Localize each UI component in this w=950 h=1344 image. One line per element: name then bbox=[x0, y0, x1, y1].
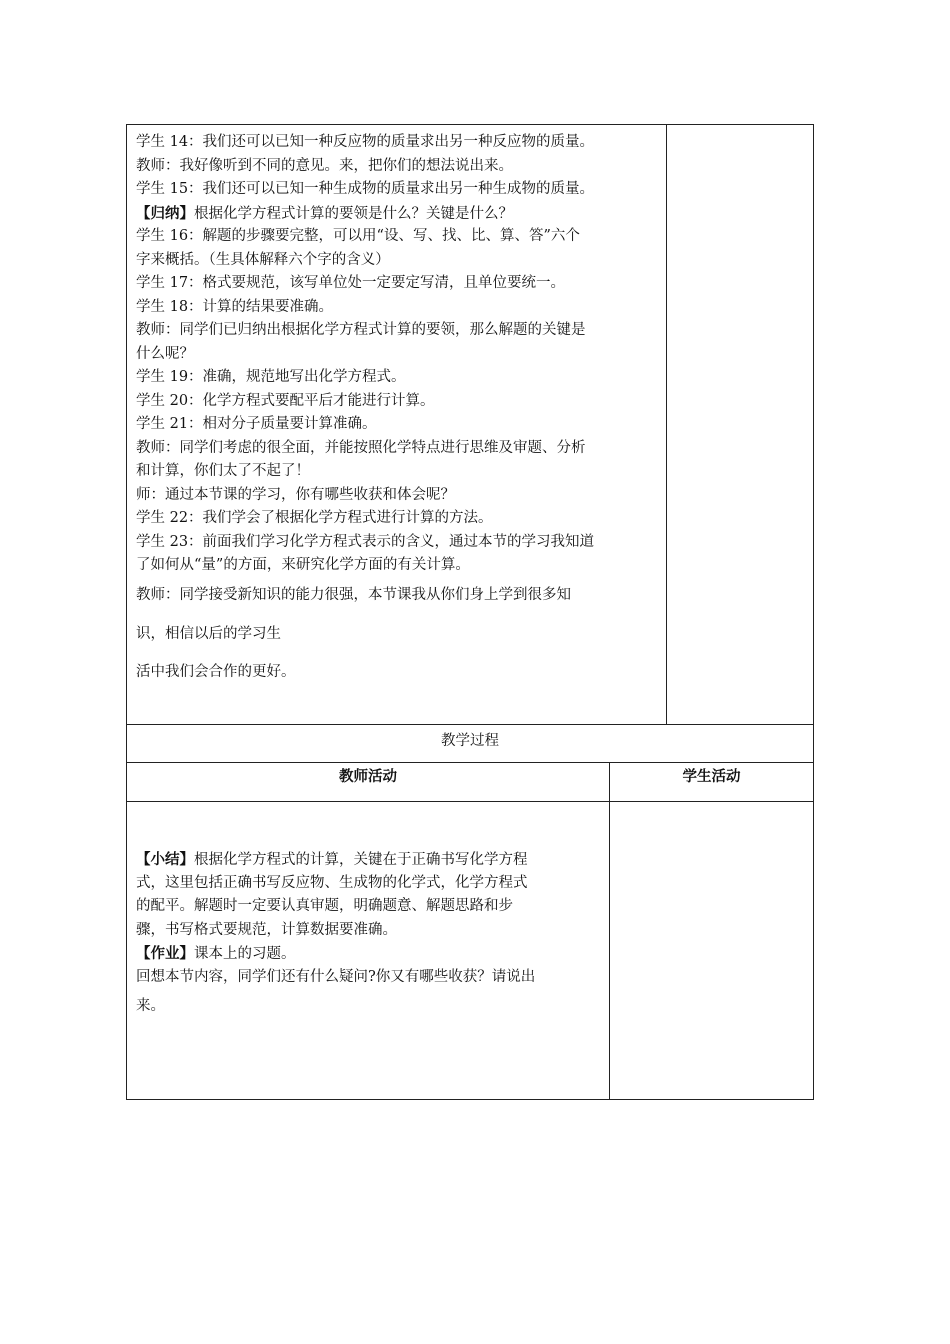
homework-label: 【作业】 bbox=[136, 945, 194, 962]
homework-line bbox=[136, 942, 606, 966]
column-divider bbox=[666, 125, 667, 724]
dialogue-line: 学生 23：前面我们学习化学方程式表示的含义，通过本节的学习我知道 bbox=[136, 533, 595, 550]
summary-line: 式，这里包括正确书写反应物、生成物的化学式，化学方程式 bbox=[136, 874, 528, 891]
dialogue-line: 学生 17：格式要规范，该写单位处一定要定写清，且单位要统一。 bbox=[136, 275, 566, 291]
activity-header-row bbox=[126, 762, 814, 802]
guina-line bbox=[136, 202, 662, 226]
dialogue-table bbox=[126, 124, 814, 725]
dialogue-line: 了如何从“量”的方面，来研究化学方面的有关计算。 bbox=[136, 557, 470, 573]
dialogue-line: 和计算，你们太了不起了！ bbox=[136, 463, 310, 479]
dialogue-text bbox=[136, 131, 662, 690]
summary-line bbox=[136, 848, 606, 872]
reflect-line: 回想本节内容，同学们还有什么疑问?你又有哪些收获？请说出 bbox=[136, 968, 536, 985]
homework-text: 课本上的习题。 bbox=[194, 946, 296, 962]
dialogue-line: 学生 18：计算的结果要准确。 bbox=[136, 298, 334, 315]
guina-label: 【归纳】 bbox=[136, 204, 194, 222]
summary-text: 根据化学方程式的计算，关键在于正确书写化学方程 bbox=[194, 852, 528, 868]
dialogue-line: 学生 22：我们学会了根据化学方程式进行计算的方法。 bbox=[136, 510, 493, 526]
dialogue-line: 教师：同学们已归纳出根据化学方程式计算的要领，那么解题的关键是 bbox=[136, 322, 586, 338]
dialogue-line: 识，相信以后的学习生 bbox=[136, 625, 281, 642]
dialogue-line: 学生 15：我们还可以已知一种生成物的质量求出另一种生成物的质量。 bbox=[136, 181, 595, 197]
dialogue-line: 师：通过本节课的学习，你有哪些收获和体会呢？ bbox=[136, 486, 455, 503]
dialogue-line: 教师：同学们考虑的很全面，并能按照化学特点进行思维及审题、分析 bbox=[136, 439, 586, 456]
student-activity-header: 学生活动 bbox=[682, 768, 741, 785]
column-divider bbox=[609, 801, 610, 1099]
dialogue-line: 学生 19：准确，规范地写出化学方程式。 bbox=[136, 369, 406, 385]
teacher-activity-text bbox=[136, 848, 606, 1024]
teacher-activity-header: 教师活动 bbox=[127, 762, 610, 801]
dialogue-line: 字来概括。（生具体解释六个字的含义） bbox=[136, 251, 390, 268]
summary-line: 骤，书写格式要规范，计算数据要准确。 bbox=[136, 921, 397, 938]
guina-text: 根据化学方程式计算的要领是什么？关键是什么？ bbox=[194, 205, 513, 222]
dialogue-line: 学生 16：解题的步骤要完整，可以用“设、写、找、比、算、答”六个 bbox=[136, 228, 580, 244]
activity-body-row bbox=[126, 801, 814, 1100]
dialogue-line: 学生 20：化学方程式要配平后才能进行计算。 bbox=[136, 392, 435, 409]
process-title: 教学过程 bbox=[126, 724, 814, 763]
dialogue-line: 什么呢？ bbox=[136, 345, 194, 362]
summary-label: 【小结】 bbox=[136, 851, 194, 868]
dialogue-line: 教师：我好像听到不同的意见。来，把你们的想法说出来。 bbox=[136, 157, 513, 174]
dialogue-line: 教师：同学接受新知识的能力很强，本节课我从你们身上学到很多知 bbox=[136, 586, 571, 603]
dialogue-line: 学生 21：相对分子质量要计算准确。 bbox=[136, 416, 377, 432]
reflect-line: 来。 bbox=[136, 998, 165, 1014]
dialogue-line: 活中我们会合作的更好。 bbox=[136, 663, 296, 680]
summary-line: 的配平。解题时一定要认真审题，明确题意、解题思路和步 bbox=[136, 898, 513, 914]
dialogue-line: 学生 14：我们还可以已知一种反应物的质量求出另一种反应物的质量。 bbox=[136, 134, 595, 150]
